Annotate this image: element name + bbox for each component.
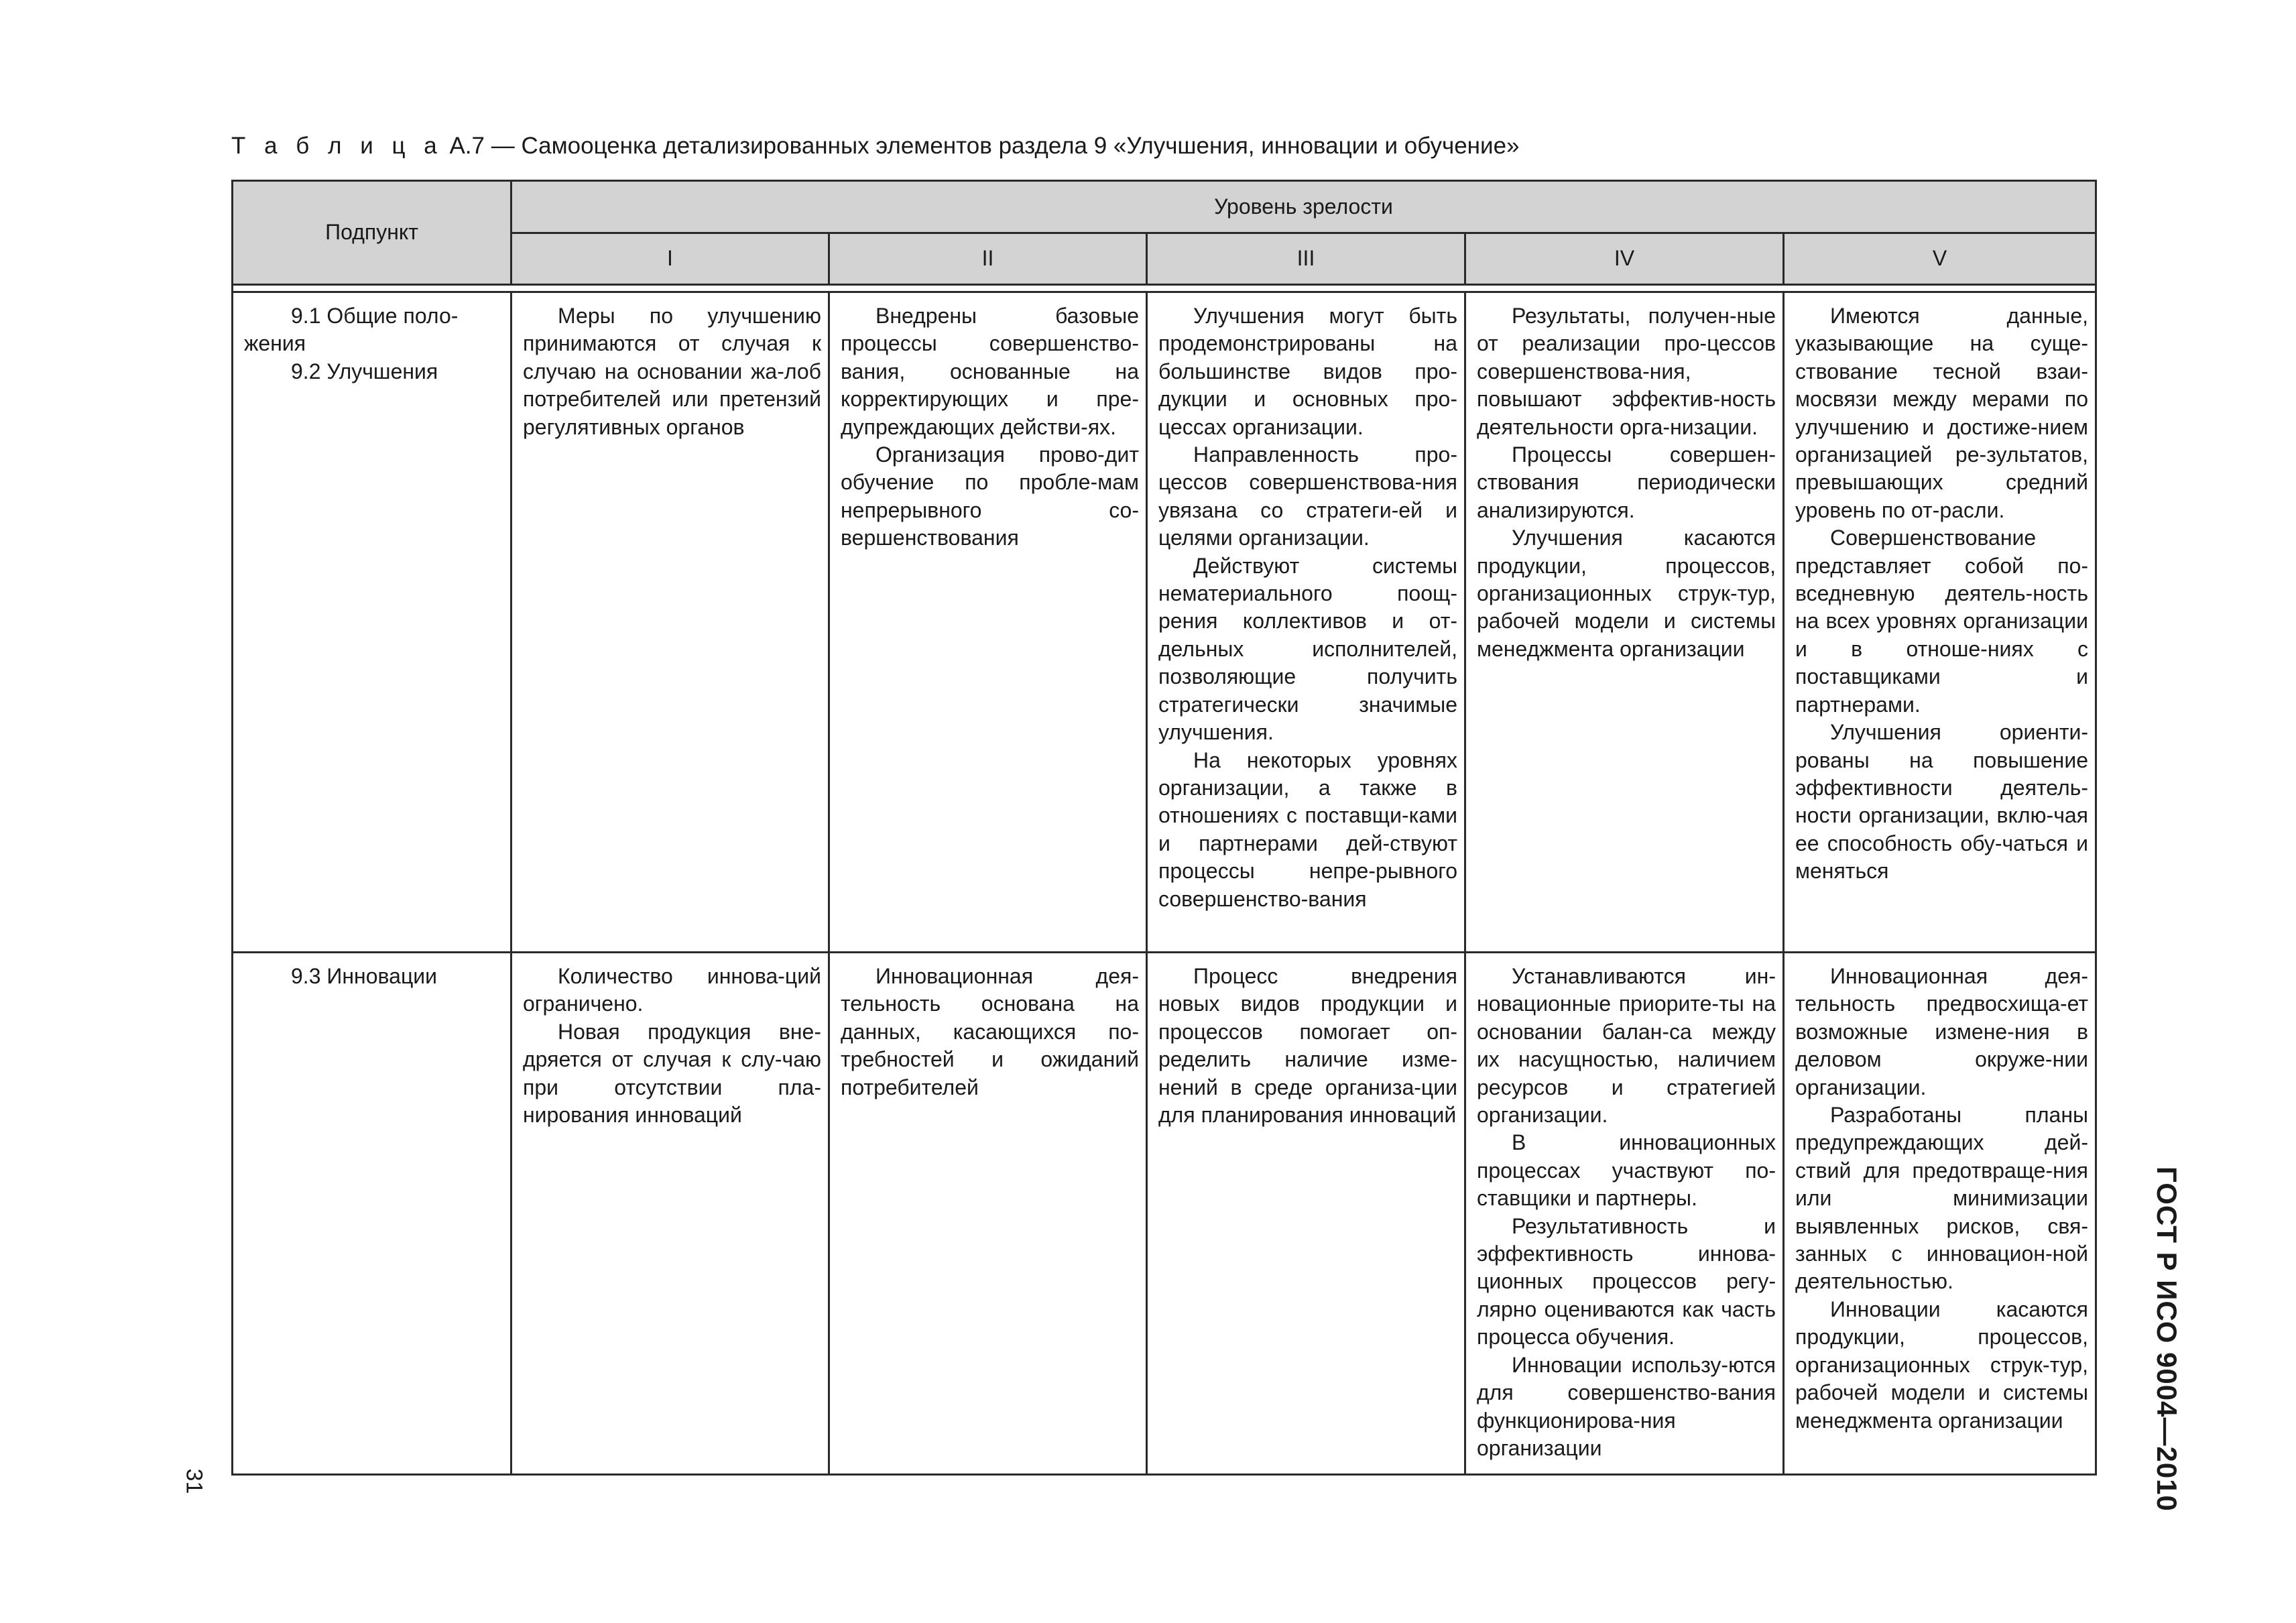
header-level-iii: III (1147, 233, 1465, 285)
subitem-label: 9.3 Инновации (291, 964, 438, 988)
cell-paragraph: Действуют системы нематериального поощ-рения коллективов и от-дельных исполнителей, позволяющие получить стратегически значимые улучшения. (1158, 553, 1457, 745)
cell-paragraph: Улучшения касаются продукции, процессов, организационных струк-тур, рабочей модели и системы менеджмента организации (1477, 526, 1776, 661)
maturity-self-assessment-table (231, 180, 2097, 1476)
standard-code: ГОСТ Р ИСО 9004—2010 (2151, 1166, 2183, 1512)
level-iii-cell (1147, 292, 1465, 953)
cell-paragraph: Имеются данные, указывающие на суще-ствование тесной взаи-мосвязи между мерами по улучшению и достиже-нием организацией ре-зультатов, превышающих средний уровень по от-расли. (1795, 304, 2088, 522)
header-level-iv: IV (1465, 233, 1784, 285)
subitem-label: 9.2 Улучшения (291, 359, 438, 383)
cell-paragraph: Результаты, получен-ные от реализации про-цессов совершенствова-ния, повышают эффектив-ность деятельности орга-низации. (1477, 304, 1776, 439)
level-iv-cell (1465, 292, 1784, 953)
header-subitem: Подпункт (233, 181, 511, 285)
cell-paragraph: На некоторых уровнях организации, а также в отношениях с поставщи-ками и партнерами дей-ствуют процессы непре-рывного совершенство-вания (1158, 747, 1457, 911)
table-row (233, 953, 2096, 1475)
header-level-i: I (511, 233, 829, 285)
header-level-ii: II (829, 233, 1147, 285)
cell-paragraph: Процесс внедрения новых видов продукции и процессов помогает оп-ределить наличие изме-нений в среде организа-ции для планирования инноваций (1158, 964, 1457, 1128)
cell-paragraph: Улучшения могут быть продемонстрированы на большинстве видов про-дукции и основных про-цессах организации. (1158, 304, 1457, 439)
page-number: 31 (181, 1468, 207, 1494)
cell-paragraph: Внедрены базовые процессы совершенство-вания, основанные на корректирующих и пре-дупреждающих действи-ях. (841, 304, 1139, 439)
table-caption-label: Т а б л и ц а (231, 133, 443, 159)
cell-paragraph: Инновации использу-ются для совершенство-вания функционирова-ния организации (1477, 1352, 1776, 1460)
table-row (233, 292, 2096, 953)
cell-paragraph: Организация прово-дит обучение по пробле-мам непрерывного со-вершенствования (841, 442, 1139, 550)
subitem-cell (233, 953, 511, 1475)
header-level-v: V (1784, 233, 2096, 285)
level-iii-cell (1147, 953, 1465, 1475)
subitem-label: 9.1 Общие поло-жения (244, 304, 459, 356)
table-caption-text: А.7 — Самооценка детализированных элементов раздела 9 «Улучшения, инновации и обучение» (442, 133, 1520, 159)
level-ii-cell (829, 953, 1147, 1475)
cell-paragraph: Устанавливаются ин-новационные приорите-ты на основании балан-са между их насущностью, наличием ресурсов и стратегией организации. (1477, 964, 1776, 1128)
level-i-cell (511, 292, 829, 953)
cell-paragraph: Новая продукция вне-дряется от случая к слу-чаю при отсутствии пла-нирования инноваций (523, 1019, 821, 1128)
level-i-cell (511, 953, 829, 1475)
cell-paragraph: Инновационная дея-тельность основана на данных, касающихся по-требностей и ожиданий потребителей (841, 964, 1139, 1099)
cell-paragraph: Количество иннова-ций ограничено. (523, 964, 821, 1016)
level-v-cell (1784, 292, 2096, 953)
cell-paragraph: Инновации касаются продукции, процессов, организационных струк-тур, рабочей модели и системы менеджмента организации (1795, 1297, 2088, 1433)
header-maturity-level: Уровень зрелости (511, 181, 2096, 233)
level-ii-cell (829, 292, 1147, 953)
cell-paragraph: Направленность про-цессов совершенствова-ния увязана со стратеги-ей и целями организации. (1158, 442, 1457, 550)
cell-paragraph: Разработаны планы предупреждающих дей-ствий для предотвраще-ния или минимизации выявленных рисков, свя-занных с инновацион-ной деятельностью. (1795, 1103, 2088, 1294)
cell-paragraph: Результативность и эффективность иннова-ционных процессов регу-лярно оцениваются как часть процесса обучения. (1477, 1213, 1776, 1349)
cell-paragraph: Меры по улучшению принимаются от случая к случаю на основании жа-лоб потребителей или претензий регулятивных органов (523, 304, 821, 439)
header-separator (233, 285, 2096, 292)
cell-paragraph: Процессы совершен-ствования периодически анализируются. (1477, 442, 1776, 522)
level-v-cell (1784, 953, 2096, 1475)
cell-paragraph: Улучшения ориенти-рованы на повышение эффективности деятель-ности организации, вклю-чая ее способность обу-чаться и меняться (1795, 720, 2088, 884)
subitem-cell (233, 292, 511, 953)
cell-paragraph: В инновационных процессах участвуют по-ставщики и партнеры. (1477, 1130, 1776, 1211)
level-iv-cell (1465, 953, 1784, 1475)
cell-paragraph: Совершенствование представляет собой по-вседневную деятель-ность на всех уровнях организации и в отноше-ниях с поставщиками и партнерами. (1795, 526, 2088, 717)
cell-paragraph: Инновационная дея-тельность предвосхища-ет возможные измене-ния в деловом окруже-нии организации. (1795, 964, 2088, 1099)
table-caption (231, 131, 1520, 161)
